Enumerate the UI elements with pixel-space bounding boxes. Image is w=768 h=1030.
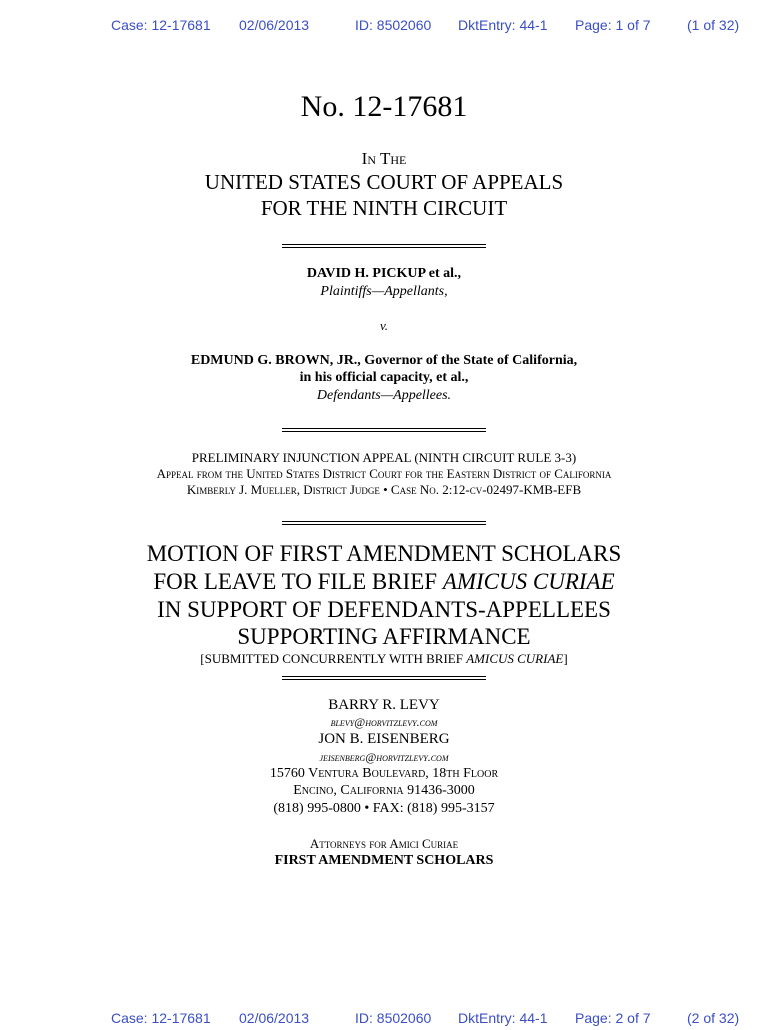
judge-and-case: Kimberly J. Mueller, District Judge • Case No. 2:12-cv-02497-KMB-EFB: [186, 482, 582, 497]
plaintiff-name: DAVID H. PICKUP et al.,: [306, 266, 462, 281]
in-the: In The: [361, 149, 407, 168]
attorney-name-1: BARRY R. LEVY: [328, 697, 440, 713]
versus: v.: [379, 318, 389, 333]
motion-title-line4: SUPPORTING AFFIRMANCE: [237, 624, 531, 649]
submitted-note-close: ]: [563, 651, 568, 666]
divider-rule: [282, 521, 486, 525]
header-dkt-entry: DktEntry: 44-1: [458, 17, 548, 33]
header-page-count: (2 of 32): [687, 1010, 740, 1026]
header-case: Case: 12-17681: [111, 1010, 211, 1026]
divider-rule: [282, 676, 486, 680]
client-name: FIRST AMENDMENT SCHOLARS: [274, 853, 494, 868]
motion-title-line1: MOTION OF FIRST AMENDMENT SCHOLARS: [146, 541, 622, 566]
page-header: [0, 17, 768, 37]
attorney-email-2: jeisenberg@horvitzlevy.com: [319, 750, 449, 764]
header-id: ID: 8502060: [355, 1010, 432, 1026]
header-page: Page: 1 of 7: [575, 17, 651, 33]
motion-title-line3: IN SUPPORT OF DEFENDANTS-APPELLEES: [157, 597, 611, 622]
plaintiff-role: Plaintiffs—Appellants,: [320, 284, 448, 299]
attorney-name-2: JON B. EISENBERG: [318, 731, 450, 747]
defendant-role: Defendants—Appellees.: [316, 388, 452, 403]
header-page-count: (1 of 32): [687, 17, 740, 33]
submitted-note: [0, 651, 768, 667]
divider-rule: [282, 428, 486, 432]
appeal-from: Appeal from the United States District Court for the Eastern District of California: [156, 466, 612, 481]
header-id: ID: 8502060: [355, 17, 432, 33]
address-line2: Encino, California 91436-3000: [293, 783, 475, 798]
court-name-line1: UNITED STATES COURT OF APPEALS: [204, 170, 564, 194]
submitted-note-amicus: AMICUS CURIAE: [466, 651, 564, 666]
motion-title-amicus: AMICUS CURIAE: [442, 569, 615, 594]
next-page-header: [0, 1010, 768, 1030]
attorneys-for: Attorneys for Amici Curiae: [309, 836, 459, 851]
court-name-line2: FOR THE NINTH CIRCUIT: [260, 196, 508, 220]
header-date: 02/06/2013: [239, 1010, 310, 1026]
divider-rule: [282, 244, 486, 248]
header-case: Case: 12-17681: [111, 17, 211, 33]
appeal-type: PRELIMINARY INJUNCTION APPEAL (NINTH CIRCUIT RULE 3-3): [191, 450, 577, 465]
header-dkt-entry: DktEntry: 44-1: [458, 1010, 548, 1026]
attorney-email-1: blevy@horvitzlevy.com: [330, 715, 438, 729]
header-date: 02/06/2013: [239, 17, 310, 33]
phone-fax: (818) 995-0800 • FAX: (818) 995-3157: [273, 801, 495, 816]
address-line1: 15760 Ventura Boulevard, 18th Floor: [269, 766, 499, 781]
defendant-line1: EDMUND G. BROWN, JR., Governor of the State of California,: [190, 353, 578, 368]
defendant-line2: in his official capacity, et al.,: [299, 370, 469, 385]
motion-title-line2: [0, 569, 768, 595]
submitted-note-text: [SUBMITTED CONCURRENTLY WITH BRIEF: [200, 651, 467, 666]
motion-title-line2-text: FOR LEAVE TO FILE BRIEF: [153, 569, 443, 594]
case-number: No. 12-17681: [300, 90, 468, 123]
header-page: Page: 2 of 7: [575, 1010, 651, 1026]
